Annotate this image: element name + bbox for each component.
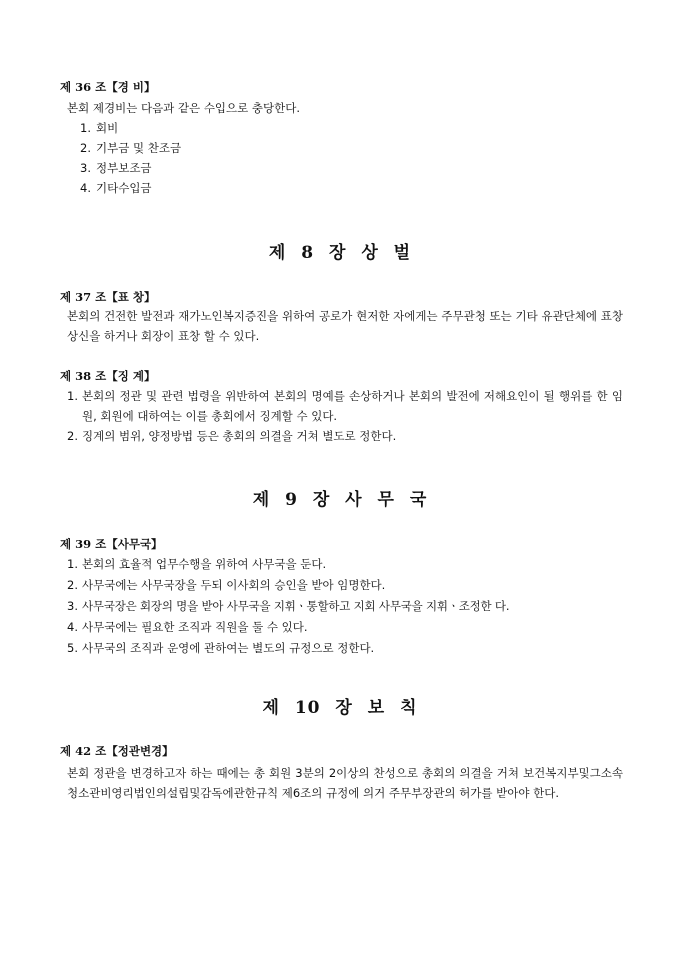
list-item: [0, 138, 680, 158]
item-text: 기타수입금: [96, 181, 152, 195]
item-number: 2.: [67, 578, 78, 592]
item-text: 기부금 및 찬조금: [96, 141, 182, 155]
list-item: [0, 554, 680, 575]
item-number: 4.: [80, 181, 91, 195]
list-item: [0, 426, 680, 446]
item-text: 사무국장은 회장의 명을 받아 사무국을 지휘ㆍ통할하고 지회 사무국을 지휘ㆍ조정한 다.: [82, 599, 510, 613]
article-36-intro: 본회 제경비는 다음과 같은 수입으로 충당한다.: [67, 101, 301, 115]
article-38-title: 제 38 조【징 계】: [60, 369, 156, 383]
item-number: 4.: [67, 620, 78, 634]
article-42-text: 본회 정관을 변경하고자 하는 때에는 총 회원 3분의 2이상의 찬성으로 총회의 의결을 거쳐 보건복지부및그소속청소관비영리법인의설립및감독에관한규칙 제6조의 규정에 의거 주무부장관의 허가를 받아야 한다.: [67, 766, 623, 800]
item-number: 3.: [67, 599, 78, 613]
item-text: 징계의 범위, 양정방법 등은 총회의 의결을 거쳐 별도로 정한다.: [82, 429, 397, 443]
list-item: [0, 617, 680, 638]
article-42-title: 제 42 조【정관변경】: [60, 744, 174, 758]
item-text: 본회의 정관 및 관련 법령을 위반하여 본회의 명예를 손상하거나 본회의 발전에 저해요인이 될 행위를 한 임원, 회원에 대하여는 이를 총회에서 징계할 수 있다.: [82, 389, 623, 423]
article-36-list: [0, 118, 680, 198]
item-text: 정부보조금: [96, 161, 152, 175]
list-item: [0, 638, 680, 659]
item-text: 회비: [96, 121, 119, 135]
list-item: [0, 386, 680, 426]
chapter-9-heading: 제 9 장 사 무 국: [252, 490, 428, 510]
list-item: [0, 118, 680, 138]
list-item: [0, 158, 680, 178]
article-36-title: 제 36 조【경 비】: [60, 80, 156, 94]
list-item: [0, 178, 680, 198]
article-39-title: 제 39 조【사무국】: [60, 537, 163, 551]
item-number: 3.: [80, 161, 91, 175]
item-text: 본회의 효율적 업무수행을 위하여 사무국을 둔다.: [82, 557, 327, 571]
item-number: 2.: [67, 429, 78, 443]
article-37-text: 본회의 건전한 발전과 재가노인복지증진을 위하여 공로가 현저한 자에게는 주무관청 또는 기타 유관단체에 표창상신을 하거나 회장이 표창 할 수 있다.: [67, 309, 623, 343]
article-39-list: [0, 554, 680, 659]
item-number: 1.: [67, 557, 78, 571]
article-37-title: 제 37 조【표 창】: [60, 290, 156, 304]
item-number: 1.: [67, 389, 78, 403]
item-text: 사무국에는 필요한 조직과 직원을 둘 수 있다.: [82, 620, 308, 634]
item-number: 5.: [67, 641, 78, 655]
chapter-10-heading: 제 10 장 보 칙: [262, 698, 418, 718]
item-text: 사무국의 조직과 운영에 관하여는 별도의 규정으로 정한다.: [82, 641, 375, 655]
list-item: [0, 575, 680, 596]
item-number: 1.: [80, 121, 91, 135]
chapter-8-heading: 제 8 장 상 벌: [268, 243, 412, 263]
item-text: 사무국에는 사무국장을 두되 이사회의 승인을 받아 임명한다.: [82, 578, 386, 592]
list-item: [0, 596, 680, 617]
item-number: 2.: [80, 141, 91, 155]
article-38-list: [0, 386, 680, 446]
